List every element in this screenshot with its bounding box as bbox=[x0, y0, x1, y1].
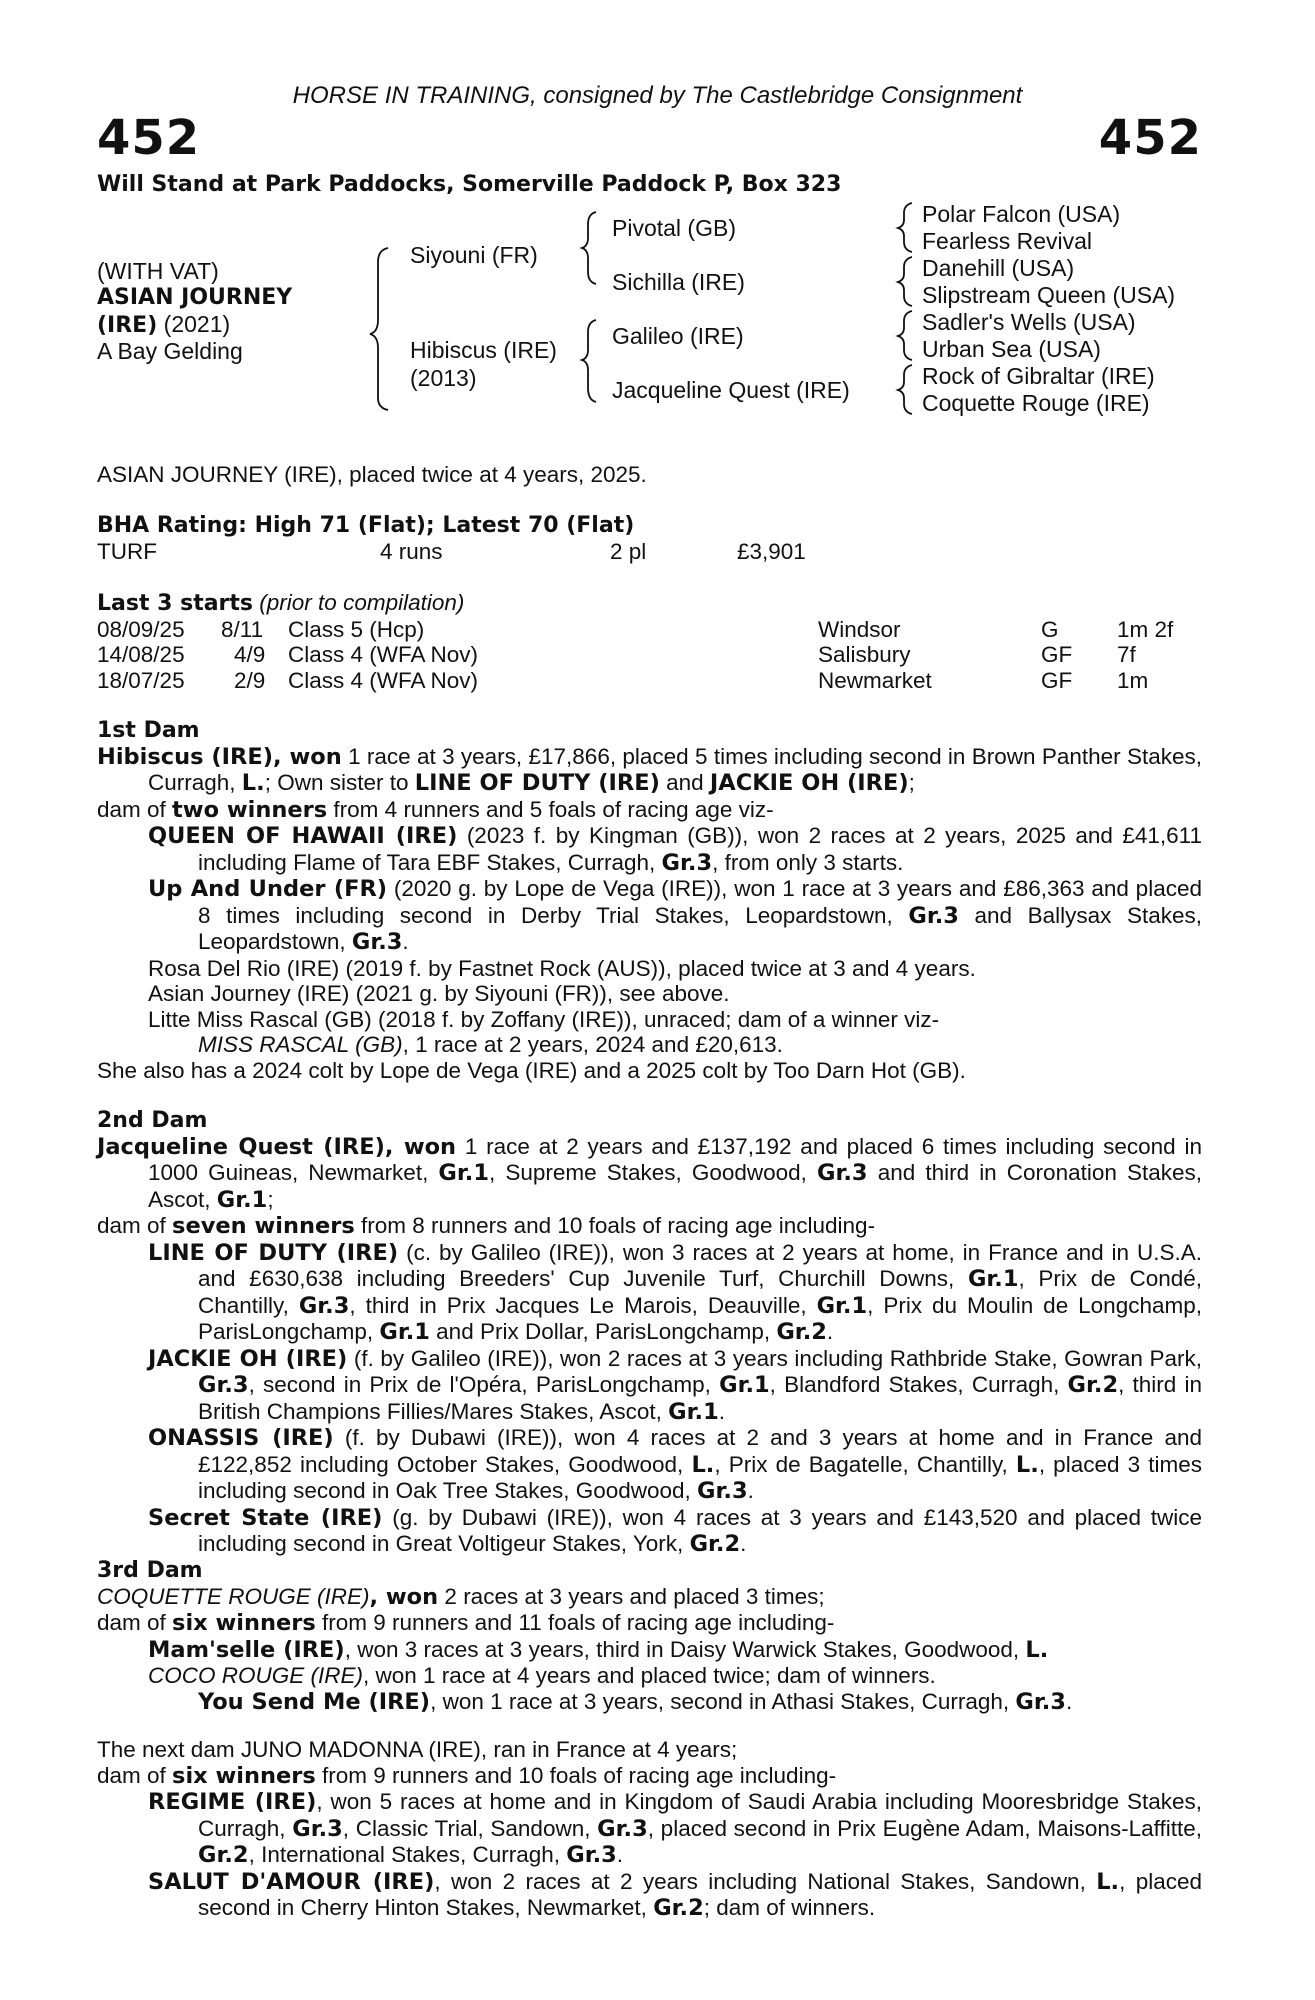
record-text: , Classic Trial, Sandown, bbox=[342, 1815, 598, 1841]
record-text: ; Own sister to bbox=[264, 770, 415, 795]
start-race: Class 4 (WFA Nov) bbox=[288, 642, 479, 667]
listed-label: L. bbox=[1096, 1868, 1120, 1895]
lot-number-left: 452 bbox=[97, 110, 201, 166]
record-text: , placed 3 times including second in Oak Tree Stakes, Goodwood, bbox=[198, 1451, 1203, 1503]
dam-brace-shape bbox=[582, 320, 596, 402]
produce-entry bbox=[97, 823, 1202, 876]
first-dam-record bbox=[97, 744, 1202, 797]
start-date: 14/08/25 bbox=[97, 642, 185, 667]
record-text: , 1 race at 2 years, 2024 and £20,613. bbox=[402, 1032, 783, 1057]
record-text: dam of bbox=[97, 1762, 173, 1788]
first-dam-produce-summary bbox=[97, 797, 1202, 824]
second-dam-produce-summary bbox=[97, 1213, 1202, 1240]
record-text: dam of bbox=[97, 796, 173, 822]
start-date: 18/07/25 bbox=[97, 667, 185, 693]
record-text: , Prix du Moulin de Longchamp, ParisLongchamp, bbox=[198, 1292, 1202, 1344]
horse-description: A Bay Gelding bbox=[97, 338, 243, 364]
group-label: Gr.3 bbox=[697, 1478, 748, 1504]
produce-name: Mam'selle (IRE) bbox=[148, 1636, 345, 1663]
second-dam-record bbox=[97, 1134, 1202, 1214]
main-brace-shape bbox=[370, 248, 388, 410]
record-text: from 4 runners and 5 foals of racing age viz- bbox=[327, 796, 774, 822]
start-distance: 1m bbox=[1117, 667, 1149, 693]
last-starts-table bbox=[97, 617, 1202, 694]
record-text: . bbox=[740, 1531, 747, 1556]
record-text: ; bbox=[267, 1186, 274, 1212]
listed-label: L. bbox=[1025, 1636, 1049, 1663]
grand-produce-entry bbox=[97, 1689, 1202, 1716]
produce-entry bbox=[97, 1346, 1202, 1426]
turf-earnings: £3,901 bbox=[737, 538, 806, 564]
winners-count: six winners bbox=[172, 1610, 316, 1636]
last-starts-block bbox=[97, 590, 1202, 694]
produce-name: COCO ROUGE (IRE) bbox=[148, 1663, 364, 1688]
turf-record bbox=[97, 539, 1202, 565]
start-date: 08/09/25 bbox=[97, 616, 185, 642]
first-dam-heading: 1st Dam bbox=[97, 718, 200, 743]
group-label: Gr.2 bbox=[1067, 1372, 1119, 1398]
pedigree-sire: Siyouni (FR) bbox=[410, 242, 538, 268]
group-label: Gr.3 bbox=[566, 1842, 617, 1868]
last-starts-note: (prior to compilation) bbox=[259, 590, 465, 615]
group-label: Gr.1 bbox=[379, 1319, 430, 1345]
group-label: Gr.1 bbox=[967, 1266, 1019, 1292]
group-label: Gr.3 bbox=[198, 1372, 249, 1398]
pedigree-g5: Sadler's Wells (USA) bbox=[922, 309, 1136, 335]
pedigree-g4: Slipstream Queen (USA) bbox=[922, 282, 1176, 308]
group-label: Gr.2 bbox=[653, 1895, 704, 1921]
lot-number-right: 452 bbox=[1098, 110, 1202, 166]
start-row bbox=[97, 617, 1202, 643]
record-text: (f. by Dubawi (IRE)), won 4 races at 2 and 3 years at home and in France and £122,852 including October Stakes, Goodwood, bbox=[198, 1425, 1202, 1477]
group-label: Gr.2 bbox=[198, 1842, 249, 1868]
won-label: , won bbox=[273, 743, 342, 770]
record-text: ; bbox=[908, 770, 915, 795]
record-text: from 8 runners and 10 foals of racing age including- bbox=[354, 1213, 876, 1238]
record-text: and bbox=[659, 770, 710, 795]
record-text: , won 3 races at 3 years, third in Daisy Warwick Stakes, Goodwood, bbox=[344, 1636, 1026, 1662]
produce-name: REGIME (IRE) bbox=[148, 1789, 317, 1815]
start-race: Class 5 (Hcp) bbox=[288, 616, 425, 642]
record-text: (g. by Dubawi (IRE)), won 4 races at 3 years and £143,520 and placed twice including second in Great Voltigeur Stakes, York, bbox=[198, 1504, 1202, 1556]
won-label: , won bbox=[369, 1583, 439, 1610]
produce-name: JACKIE OH (IRE) bbox=[148, 1345, 348, 1372]
horse-name: ASIAN JOURNEY bbox=[97, 285, 293, 310]
vat-note: (WITH VAT) bbox=[97, 258, 219, 284]
brace-g78-shape bbox=[898, 365, 912, 414]
record-text: , won 1 race at 4 years and placed twice; dam of winners. bbox=[363, 1663, 936, 1688]
first-dam-name: Hibiscus (IRE) bbox=[97, 743, 274, 770]
third-dam-section bbox=[97, 1558, 1202, 1715]
stand-location: Will Stand at Park Paddocks, Somerville Paddock P, Box 323 bbox=[97, 172, 842, 197]
produce-name: You Send Me (IRE) bbox=[198, 1688, 431, 1715]
produce-name: MISS RASCAL (GB) bbox=[198, 1032, 403, 1057]
produce-name: ONASSIS (IRE) bbox=[148, 1425, 334, 1451]
start-course: Newmarket bbox=[818, 667, 932, 693]
start-position: 2/9 bbox=[234, 667, 266, 693]
turf-runs: 4 runs bbox=[380, 538, 443, 564]
record-text: . bbox=[718, 1398, 725, 1424]
pedigree-dam-year: (2013) bbox=[410, 365, 477, 391]
record-text: ; dam of winners. bbox=[703, 1895, 876, 1920]
pedigree-dam-sire: Galileo (IRE) bbox=[612, 323, 744, 349]
group-label: Gr.1 bbox=[816, 1292, 868, 1319]
group-label: Gr.3 bbox=[298, 1292, 350, 1319]
group-label: Gr.3 bbox=[817, 1160, 868, 1186]
winners-count: two winners bbox=[172, 796, 328, 823]
start-race: Class 4 (WFA Nov) bbox=[288, 667, 479, 693]
record-text: . bbox=[747, 1478, 754, 1503]
group-label: Gr.3 bbox=[661, 849, 713, 876]
sibling-name: JACKIE OH (IRE) bbox=[709, 770, 909, 796]
horse-country: (IRE) bbox=[97, 313, 158, 338]
pedigree-sire-sire: Pivotal (GB) bbox=[612, 215, 736, 241]
third-dam-record bbox=[97, 1584, 1202, 1611]
group-label: Gr.1 bbox=[668, 1398, 719, 1425]
start-distance: 7f bbox=[1117, 642, 1136, 667]
record-text: , won 1 race at 3 years, second in Athasi Stakes, Curragh, bbox=[430, 1688, 1016, 1714]
record-text: , placed second in Cherry Hinton Stakes, Newmarket, bbox=[198, 1868, 1202, 1920]
pedigree-g2: Fearless Revival bbox=[922, 228, 1092, 254]
record-text: , Prix de Bagatelle, Chantilly, bbox=[714, 1451, 1016, 1477]
produce-entry bbox=[97, 1240, 1202, 1346]
record-text: 2 races at 3 years and placed 3 times; bbox=[438, 1583, 825, 1609]
produce-entry bbox=[97, 876, 1202, 956]
performance-summary: ASIAN JOURNEY (IRE), placed twice at 4 years, 2025. bbox=[97, 462, 647, 487]
record-text: and third in Coronation Stakes, Ascot, bbox=[148, 1160, 1202, 1212]
winners-count: seven winners bbox=[172, 1213, 355, 1239]
listed-label: L. bbox=[241, 770, 265, 796]
pedigree-g3: Danehill (USA) bbox=[922, 255, 1075, 281]
start-going: GF bbox=[1041, 667, 1073, 693]
record-text: , Prix de Condé, Chantilly, bbox=[198, 1266, 1202, 1318]
record-text: , won 5 races at home and in Kingdom of Saudi Arabia including Mooresbridge Stakes, Curragh, bbox=[198, 1789, 1203, 1841]
record-text: , third in Prix Jacques Le Marois, Deauville, bbox=[349, 1292, 817, 1318]
record-text: . bbox=[826, 1319, 834, 1344]
group-label: Gr.1 bbox=[438, 1160, 489, 1186]
first-dam-also: She also has a 2024 colt by Lope de Vega (IRE) and a 2025 colt by Too Darn Hot (GB). bbox=[97, 1057, 966, 1083]
produce-entry bbox=[97, 1869, 1202, 1922]
pedigree-sire-dam: Sichilla (IRE) bbox=[612, 269, 745, 295]
second-dam-section bbox=[97, 1108, 1202, 1558]
group-label: Gr.3 bbox=[1015, 1688, 1066, 1715]
catalogue-header-title: HORSE IN TRAINING, consigned by The Castlebridge Consignment bbox=[292, 82, 1023, 109]
record-text: , from only 3 starts. bbox=[712, 849, 904, 875]
start-going: GF bbox=[1041, 642, 1073, 667]
listed-label: L. bbox=[691, 1451, 715, 1478]
start-row bbox=[97, 642, 1202, 668]
next-dam-record: The next dam JUNO MADONNA (IRE), ran in France at 4 years; bbox=[97, 1737, 738, 1762]
record-text: . bbox=[1065, 1688, 1073, 1714]
next-dam-produce-summary bbox=[97, 1763, 1202, 1790]
record-text: 1 race at 3 years, £17,866, placed 5 times including second in Brown Panther Stakes, Curragh, bbox=[148, 743, 1202, 795]
third-dam-name: COQUETTE ROUGE (IRE) bbox=[97, 1583, 370, 1609]
record-text: dam of bbox=[97, 1610, 173, 1635]
next-dam-section bbox=[97, 1737, 1202, 1922]
sire-brace-shape bbox=[582, 212, 596, 284]
group-label: Gr.1 bbox=[719, 1372, 770, 1398]
group-label: Gr.3 bbox=[908, 902, 959, 929]
start-row bbox=[97, 668, 1202, 694]
record-text: (c. by Galileo (IRE)), won 3 races at 2 years at home, in France and in U.S.A. and £630,638 including Breeders' Cup Juvenile Turf, Churchill Downs, bbox=[198, 1239, 1202, 1291]
third-dam-heading: 3rd Dam bbox=[97, 1558, 203, 1583]
winners-count: six winners bbox=[172, 1762, 316, 1789]
record-text: dam of bbox=[97, 1213, 173, 1238]
won-label: , won bbox=[384, 1133, 457, 1160]
start-distance: 1m 2f bbox=[1117, 616, 1174, 642]
record-text: and Prix Dollar, ParisLongchamp, bbox=[429, 1319, 777, 1344]
brace-g56-shape bbox=[898, 311, 912, 360]
record-text: , third in British Champions Fillies/Mares Stakes, Ascot, bbox=[198, 1372, 1203, 1424]
produce-name: SALUT D'AMOUR (IRE) bbox=[148, 1868, 435, 1895]
third-dam-produce-summary bbox=[97, 1610, 1202, 1637]
last-starts-title bbox=[97, 590, 1202, 617]
record-text: (f. by Galileo (IRE)), won 2 races at 3 years including Rathbride Stake, Gowran Park, bbox=[347, 1345, 1202, 1371]
turf-placed: 2 pl bbox=[610, 538, 647, 564]
record-text: (2020 g. by Lope de Vega (IRE)), won 1 race at 3 years and £86,363 and placed 8 times including second in Derby Trial Stakes, Leopardstown, bbox=[198, 876, 1202, 928]
start-position: 4/9 bbox=[234, 642, 266, 667]
produce-name: Secret State (IRE) bbox=[148, 1504, 383, 1531]
pedigree-g8: Coquette Rouge (IRE) bbox=[922, 390, 1150, 416]
record-text: , International Stakes, Curragh, bbox=[248, 1842, 567, 1867]
sibling-name: LINE OF DUTY (IRE) bbox=[414, 770, 660, 796]
turf-label: TURF bbox=[97, 538, 157, 564]
pedigree-g7: Rock of Gibraltar (IRE) bbox=[922, 363, 1155, 389]
record-text: . bbox=[616, 1842, 624, 1867]
produce-entry bbox=[97, 1663, 1202, 1689]
group-label: Gr.3 bbox=[292, 1815, 343, 1842]
second-dam-heading: 2nd Dam bbox=[97, 1108, 208, 1133]
record-text: , second in Prix de l'Opéra, ParisLongchamp, bbox=[248, 1372, 720, 1397]
pedigree-g1: Polar Falcon (USA) bbox=[922, 201, 1121, 227]
produce-entry bbox=[97, 1637, 1202, 1664]
record-text: , Supreme Stakes, Goodwood, bbox=[488, 1160, 818, 1185]
produce-entry bbox=[97, 1789, 1202, 1869]
start-course: Salisbury bbox=[818, 642, 911, 667]
produce-entry bbox=[97, 1425, 1202, 1505]
record-text: , won 2 races at 2 years including National Stakes, Sandown, bbox=[434, 1868, 1097, 1894]
brace-g12-shape bbox=[898, 203, 912, 252]
produce-entry: Litte Miss Rascal (GB) (2018 f. by Zoffany (IRE)), unraced; dam of a winner viz- bbox=[148, 1006, 940, 1032]
second-dam-name: Jacqueline Quest (IRE) bbox=[97, 1133, 385, 1160]
listed-label: L. bbox=[1015, 1451, 1039, 1478]
rating-block bbox=[97, 513, 1202, 565]
bha-rating-heading: BHA Rating: High 71 (Flat); Latest 70 (Flat) bbox=[97, 513, 635, 538]
start-course: Windsor bbox=[818, 616, 901, 642]
produce-name: QUEEN OF HAWAII (IRE) bbox=[148, 823, 458, 849]
pedigree-g6: Urban Sea (USA) bbox=[922, 336, 1101, 362]
group-label: Gr.3 bbox=[351, 929, 403, 955]
horse-year: (2021) bbox=[157, 311, 231, 337]
produce-entry: Rosa Del Rio (IRE) (2019 f. by Fastnet Rock (AUS)), placed twice at 3 and 4 years. bbox=[148, 955, 976, 981]
start-position: 8/11 bbox=[221, 616, 264, 642]
first-dam-section bbox=[97, 718, 1202, 1083]
record-text: from 9 runners and 11 foals of racing age including- bbox=[315, 1610, 835, 1635]
record-text: , placed second in Prix Eugène Adam, Maisons-Laffitte, bbox=[647, 1815, 1202, 1841]
produce-entry: Asian Journey (IRE) (2021 g. by Siyouni (FR)), see above. bbox=[148, 981, 730, 1006]
start-going: G bbox=[1041, 616, 1059, 642]
record-text: from 9 runners and 10 foals of racing age including- bbox=[315, 1762, 837, 1788]
record-text: . bbox=[402, 929, 409, 954]
pedigree-dam-dam: Jacqueline Quest (IRE) bbox=[612, 377, 850, 403]
grand-produce-entry bbox=[97, 1032, 1202, 1058]
group-label: Gr.2 bbox=[776, 1319, 827, 1345]
record-text: , Blandford Stakes, Curragh, bbox=[769, 1372, 1068, 1397]
group-label: Gr.2 bbox=[689, 1531, 741, 1557]
pedigree-dam: Hibiscus (IRE) bbox=[410, 337, 557, 363]
group-label: Gr.3 bbox=[597, 1815, 648, 1842]
group-label: Gr.1 bbox=[216, 1186, 268, 1213]
record-text: 1 race at 2 years and £137,192 and placed 6 times including second in 1000 Guineas, Newmarket, bbox=[148, 1133, 1202, 1185]
record-text: (2023 f. by Kingman (GB)), won 2 races at 2 years, 2025 and £41,611 including Flame of Tara EBF Stakes, Curragh, bbox=[198, 823, 1203, 875]
brace-g34-shape bbox=[898, 257, 912, 306]
produce-entry bbox=[97, 1505, 1202, 1558]
last-starts-heading: Last 3 starts bbox=[97, 591, 254, 616]
produce-name: LINE OF DUTY (IRE) bbox=[148, 1239, 399, 1266]
record-text: and Ballysax Stakes, Leopardstown, bbox=[198, 902, 1202, 954]
produce-name: Up And Under (FR) bbox=[148, 876, 388, 902]
